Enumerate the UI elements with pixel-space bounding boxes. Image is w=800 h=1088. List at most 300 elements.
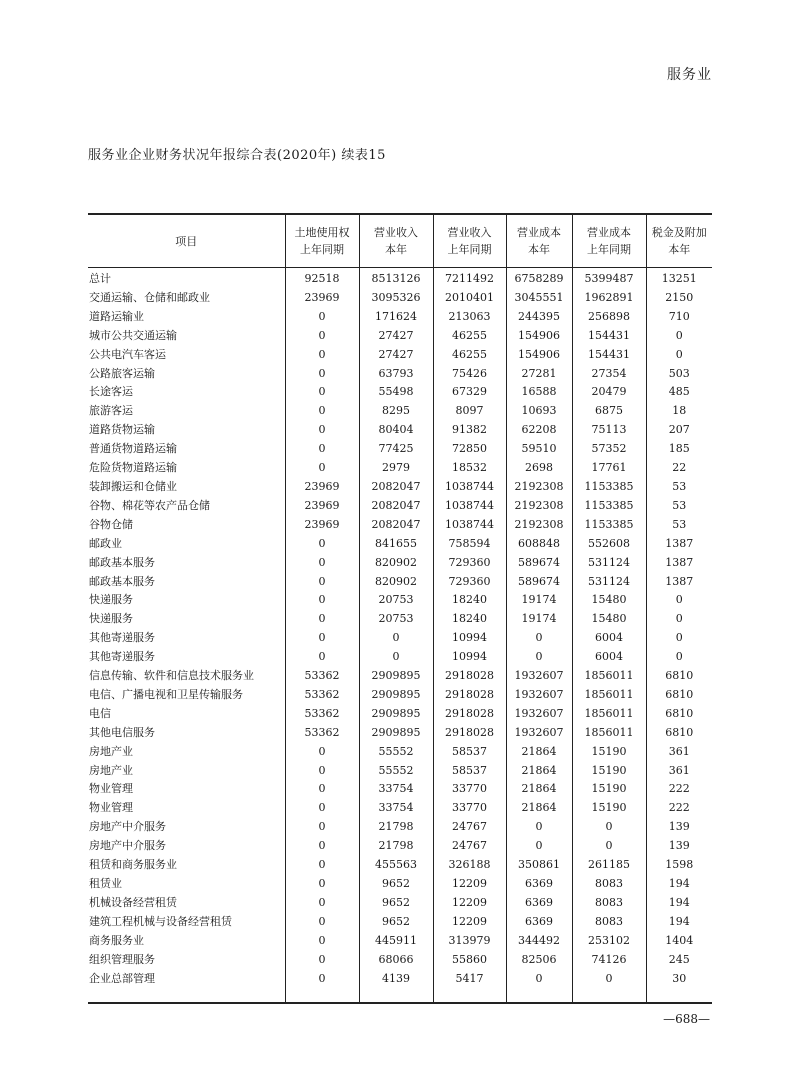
table-cell: 22	[646, 459, 712, 478]
table-cell: 2979	[359, 459, 433, 478]
table-cell: 10994	[433, 648, 506, 667]
table-cell: 2918028	[433, 686, 506, 705]
column-header	[506, 215, 572, 268]
table-cell: 58537	[433, 743, 506, 762]
table-cell: 0	[285, 762, 359, 781]
table-cell: 15480	[572, 591, 646, 610]
row-label: 企业总部管理	[89, 971, 155, 985]
table-cell: 0	[506, 629, 572, 648]
table-cell: 261185	[572, 856, 646, 875]
table-cell: 0	[285, 837, 359, 856]
table-cell: 20753	[359, 591, 433, 610]
table-cell: 1153385	[572, 516, 646, 535]
table-cell: 0	[285, 573, 359, 592]
row-label: 邮政业	[89, 536, 122, 550]
table-cell: 1932607	[506, 667, 572, 686]
table-cell: 23969	[285, 497, 359, 516]
table-cell: 6004	[572, 629, 646, 648]
table-cell: 207	[646, 421, 712, 440]
table-cell: 8295	[359, 402, 433, 421]
table-header	[88, 215, 712, 268]
table-row	[88, 780, 712, 799]
table-cell: 46255	[433, 327, 506, 346]
table-cell: 92518	[285, 268, 359, 289]
column-header-line2: 上年同期	[300, 243, 344, 256]
table-row	[88, 894, 712, 913]
table-cell: 27354	[572, 365, 646, 384]
row-label: 房地产业	[89, 744, 133, 758]
table-cell: 18240	[433, 591, 506, 610]
table-row	[88, 629, 712, 648]
table-cell: 77425	[359, 440, 433, 459]
table-cell: 6810	[646, 686, 712, 705]
table-cell: 245	[646, 951, 712, 970]
table-row	[88, 497, 712, 516]
table-row	[88, 913, 712, 932]
table-cell: 0	[285, 875, 359, 894]
row-label: 普通货物道路运输	[89, 442, 177, 456]
table-cell: 0	[285, 346, 359, 365]
row-label: 房地产中介服务	[89, 820, 166, 834]
table-row	[88, 724, 712, 743]
table-cell: 841655	[359, 535, 433, 554]
table-cell: 55860	[433, 951, 506, 970]
table-row	[88, 554, 712, 573]
table-cell: 15480	[572, 610, 646, 629]
table-cell: 55552	[359, 762, 433, 781]
table-cell: 1856011	[572, 667, 646, 686]
table-row	[88, 478, 712, 497]
section-title: 服务业	[667, 67, 712, 83]
table-cell: 82506	[506, 951, 572, 970]
table-cell: 68066	[359, 951, 433, 970]
table-cell: 59510	[506, 440, 572, 459]
table-cell: 2010401	[433, 289, 506, 308]
table-cell: 8083	[572, 894, 646, 913]
table-cell: 3095326	[359, 289, 433, 308]
table-cell: 820902	[359, 554, 433, 573]
table-cell: 361	[646, 743, 712, 762]
table-row	[88, 856, 712, 875]
table-caption: 服务业企业财务状况年报综合表(2020年) 续表15	[88, 148, 386, 163]
table-cell: 2918028	[433, 705, 506, 724]
table-cell: 17761	[572, 459, 646, 478]
table-cell: 2918028	[433, 667, 506, 686]
table-cell: 2192308	[506, 516, 572, 535]
table-cell: 19174	[506, 591, 572, 610]
row-label: 快递服务	[89, 593, 133, 607]
table-cell: 0	[285, 951, 359, 970]
table-cell: 0	[285, 327, 359, 346]
table-cell: 12209	[433, 875, 506, 894]
table-cell: 0	[646, 629, 712, 648]
table-cell: 0	[506, 970, 572, 1003]
row-label: 建筑工程机械与设备经营租赁	[89, 914, 232, 928]
table-row	[88, 743, 712, 762]
table-cell: 0	[285, 535, 359, 554]
row-label: 物业管理	[89, 801, 133, 815]
table-cell: 15190	[572, 780, 646, 799]
table-cell: 27427	[359, 346, 433, 365]
column-header-line1: 税金及附加	[651, 226, 707, 239]
table-cell: 20753	[359, 610, 433, 629]
table-cell: 244395	[506, 308, 572, 327]
row-label: 其他电信服务	[89, 725, 155, 739]
row-label: 租赁业	[89, 877, 122, 890]
table-cell: 2082047	[359, 516, 433, 535]
table-cell: 531124	[572, 554, 646, 573]
table-cell: 20479	[572, 383, 646, 402]
table-cell: 0	[285, 648, 359, 667]
table-cell: 1932607	[506, 724, 572, 743]
table-cell: 1962891	[572, 289, 646, 308]
table-cell: 256898	[572, 308, 646, 327]
table-cell: 18532	[433, 459, 506, 478]
table-cell: 6810	[646, 705, 712, 724]
row-label: 物业管理	[89, 782, 133, 796]
table-cell: 0	[285, 913, 359, 932]
table-cell: 15190	[572, 743, 646, 762]
column-header-line2: 本年	[528, 243, 550, 256]
row-label: 机械设备经营租赁	[89, 895, 177, 909]
row-label: 旅游客运	[89, 404, 133, 418]
row-label: 其他寄递服务	[89, 631, 155, 645]
table-row	[88, 591, 712, 610]
table-cell: 58537	[433, 762, 506, 781]
table-cell: 6810	[646, 724, 712, 743]
table-cell: 0	[506, 648, 572, 667]
row-label: 谷物仓储	[89, 517, 133, 531]
table-row	[88, 705, 712, 724]
table-cell: 23969	[285, 478, 359, 497]
table-cell: 1932607	[506, 686, 572, 705]
column-header	[88, 215, 285, 268]
table-cell: 0	[285, 421, 359, 440]
table-cell: 33754	[359, 799, 433, 818]
table-cell: 0	[285, 743, 359, 762]
row-label: 城市公共交通运输	[89, 328, 177, 342]
table-cell: 7211492	[433, 268, 506, 289]
table-row	[88, 308, 712, 327]
table-cell: 729360	[433, 573, 506, 592]
table-cell: 9652	[359, 875, 433, 894]
table-cell: 15190	[572, 799, 646, 818]
table-cell: 53	[646, 497, 712, 516]
table-cell: 0	[285, 799, 359, 818]
column-header	[572, 215, 646, 268]
table-cell: 589674	[506, 573, 572, 592]
table-row	[88, 951, 712, 970]
table-cell: 313979	[433, 932, 506, 951]
table-cell: 10693	[506, 402, 572, 421]
table-cell: 91382	[433, 421, 506, 440]
table-cell: 361	[646, 762, 712, 781]
table-cell: 1038744	[433, 497, 506, 516]
table-cell: 154431	[572, 346, 646, 365]
column-header-line1: 营业成本	[517, 226, 561, 239]
row-label: 交通运输、仓储和邮政业	[89, 290, 210, 304]
row-label: 房地产业	[89, 763, 133, 777]
table-row	[88, 346, 712, 365]
table-cell: 2909895	[359, 667, 433, 686]
table-cell: 33770	[433, 799, 506, 818]
table-row	[88, 837, 712, 856]
table-cell: 53	[646, 478, 712, 497]
column-header-line1: 营业成本	[587, 226, 631, 239]
table-cell: 55498	[359, 383, 433, 402]
table-cell: 12209	[433, 894, 506, 913]
table-cell: 326188	[433, 856, 506, 875]
column-header-line2: 上年同期	[587, 243, 631, 256]
table-row	[88, 459, 712, 478]
row-label: 道路运输业	[89, 309, 144, 323]
table-cell: 24767	[433, 837, 506, 856]
row-label: 邮政基本服务	[89, 574, 155, 588]
row-label: 电信	[89, 706, 111, 720]
table-row	[88, 970, 712, 1003]
column-header-line2: 本年	[668, 243, 691, 256]
table-cell: 139	[646, 837, 712, 856]
table-cell: 0	[285, 856, 359, 875]
table-cell: 0	[285, 970, 359, 1003]
table-cell: 33770	[433, 780, 506, 799]
table-cell: 171624	[359, 308, 433, 327]
table-cell: 9652	[359, 913, 433, 932]
table-cell: 72850	[433, 440, 506, 459]
table-cell: 2082047	[359, 497, 433, 516]
table-row	[88, 875, 712, 894]
table-cell: 194	[646, 875, 712, 894]
table-cell: 758594	[433, 535, 506, 554]
table-cell: 2918028	[433, 724, 506, 743]
table-cell: 27427	[359, 327, 433, 346]
table-cell: 608848	[506, 535, 572, 554]
row-label: 装卸搬运和仓储业	[89, 479, 177, 493]
table-cell: 485	[646, 383, 712, 402]
row-label: 公共电汽车客运	[89, 347, 166, 361]
table-row	[88, 610, 712, 629]
table-cell: 1038744	[433, 478, 506, 497]
table-row	[88, 516, 712, 535]
table-cell: 3045551	[506, 289, 572, 308]
table-cell: 0	[285, 440, 359, 459]
table-cell: 0	[285, 780, 359, 799]
table-cell: 589674	[506, 554, 572, 573]
table-cell: 0	[506, 818, 572, 837]
row-label: 组织管理服务	[89, 952, 155, 966]
financial-table	[88, 213, 712, 1004]
table-cell: 74126	[572, 951, 646, 970]
table-cell: 9652	[359, 894, 433, 913]
table-cell: 67329	[433, 383, 506, 402]
table-cell: 0	[285, 610, 359, 629]
table-cell: 23969	[285, 516, 359, 535]
table-row	[88, 799, 712, 818]
table-cell: 0	[646, 591, 712, 610]
table-cell: 0	[285, 308, 359, 327]
row-label: 总计	[89, 272, 111, 285]
table-row	[88, 289, 712, 308]
table-cell: 253102	[572, 932, 646, 951]
table-cell: 63793	[359, 365, 433, 384]
table-cell: 0	[572, 970, 646, 1003]
table-row	[88, 932, 712, 951]
table-cell: 46255	[433, 346, 506, 365]
row-label: 邮政基本服务	[89, 555, 155, 569]
table-cell: 0	[646, 346, 712, 365]
table-cell: 18240	[433, 610, 506, 629]
table-cell: 33754	[359, 780, 433, 799]
row-label: 危险货物道路运输	[89, 461, 177, 475]
table-cell: 0	[506, 837, 572, 856]
table-cell: 0	[359, 629, 433, 648]
table-cell: 2192308	[506, 478, 572, 497]
row-label: 房地产中介服务	[89, 839, 166, 853]
table-cell: 1387	[646, 554, 712, 573]
column-header-line1: 土地使用权	[294, 226, 350, 239]
table-cell: 0	[572, 837, 646, 856]
table-cell: 1598	[646, 856, 712, 875]
table-cell: 154906	[506, 327, 572, 346]
table-cell: 531124	[572, 573, 646, 592]
table-cell: 350861	[506, 856, 572, 875]
table-cell: 10994	[433, 629, 506, 648]
table-cell: 194	[646, 913, 712, 932]
table-cell: 18	[646, 402, 712, 421]
table-cell: 1153385	[572, 478, 646, 497]
table-cell: 139	[646, 818, 712, 837]
table-cell: 6004	[572, 648, 646, 667]
table-cell: 15190	[572, 762, 646, 781]
table-cell: 2909895	[359, 724, 433, 743]
table-cell: 222	[646, 780, 712, 799]
table-cell: 53362	[285, 667, 359, 686]
table-cell: 1404	[646, 932, 712, 951]
table-cell: 194	[646, 894, 712, 913]
table-cell: 2082047	[359, 478, 433, 497]
table-cell: 21864	[506, 743, 572, 762]
table-cell: 19174	[506, 610, 572, 629]
table-cell: 2192308	[506, 497, 572, 516]
table-cell: 53362	[285, 686, 359, 705]
table-cell: 53	[646, 516, 712, 535]
table-cell: 1038744	[433, 516, 506, 535]
table-row	[88, 535, 712, 554]
row-label: 商务服务业	[89, 933, 144, 947]
table-cell: 57352	[572, 440, 646, 459]
table-cell: 1387	[646, 573, 712, 592]
row-label: 租赁和商务服务业	[89, 858, 177, 872]
table-cell: 6758289	[506, 268, 572, 289]
table-row	[88, 440, 712, 459]
table-cell: 455563	[359, 856, 433, 875]
column-header	[433, 215, 506, 268]
table-row	[88, 667, 712, 686]
table-cell: 552608	[572, 535, 646, 554]
table-cell: 2150	[646, 289, 712, 308]
table-row	[88, 648, 712, 667]
table-cell: 0	[646, 327, 712, 346]
table-cell: 0	[285, 402, 359, 421]
column-header	[359, 215, 433, 268]
table-cell: 5399487	[572, 268, 646, 289]
page-number: —688—	[663, 1012, 710, 1026]
table-cell: 21864	[506, 762, 572, 781]
table-cell: 1856011	[572, 686, 646, 705]
table-cell: 12209	[433, 913, 506, 932]
table-cell: 0	[285, 365, 359, 384]
table-row	[88, 818, 712, 837]
table-cell: 0	[285, 554, 359, 573]
table-cell: 6369	[506, 875, 572, 894]
table-cell: 0	[572, 818, 646, 837]
table-cell: 185	[646, 440, 712, 459]
table-cell: 16588	[506, 383, 572, 402]
column-header-line1: 项目	[175, 234, 198, 248]
table-cell: 710	[646, 308, 712, 327]
table-cell: 222	[646, 799, 712, 818]
table-cell: 21798	[359, 818, 433, 837]
column-header-line1: 营业收入	[447, 226, 492, 239]
table-cell: 2909895	[359, 705, 433, 724]
row-label: 谷物、棉花等农产品仓储	[89, 498, 210, 512]
table-cell: 53362	[285, 724, 359, 743]
table-cell: 0	[285, 629, 359, 648]
table-cell: 820902	[359, 573, 433, 592]
table-cell: 1932607	[506, 705, 572, 724]
table-cell: 1153385	[572, 497, 646, 516]
table-row	[88, 762, 712, 781]
table-cell: 1856011	[572, 705, 646, 724]
row-label: 道路货物运输	[89, 423, 155, 437]
table-cell: 75113	[572, 421, 646, 440]
table-cell: 1856011	[572, 724, 646, 743]
table-row	[88, 327, 712, 346]
table-cell: 8083	[572, 913, 646, 932]
table-cell: 344492	[506, 932, 572, 951]
table-cell: 0	[285, 932, 359, 951]
table-cell: 0	[285, 818, 359, 837]
table-cell: 21864	[506, 780, 572, 799]
table-cell: 5417	[433, 970, 506, 1003]
table-body	[88, 268, 712, 1003]
table-row	[88, 421, 712, 440]
row-label: 信息传输、软件和信息技术服务业	[89, 669, 254, 683]
table-row	[88, 268, 712, 289]
table-row	[88, 383, 712, 402]
table-cell: 53362	[285, 705, 359, 724]
table-cell: 6875	[572, 402, 646, 421]
row-label: 公路旅客运输	[89, 366, 155, 380]
table-cell: 0	[285, 591, 359, 610]
table-cell: 0	[359, 648, 433, 667]
table-row	[88, 402, 712, 421]
table-cell: 0	[646, 648, 712, 667]
column-header	[285, 215, 359, 268]
table-cell: 23969	[285, 289, 359, 308]
table-cell: 8513126	[359, 268, 433, 289]
row-label: 长途客运	[89, 385, 133, 399]
table-cell: 0	[285, 383, 359, 402]
table-cell: 27281	[506, 365, 572, 384]
table-cell: 0	[285, 459, 359, 478]
table-cell: 154431	[572, 327, 646, 346]
column-header	[646, 215, 712, 268]
column-header-line2: 上年同期	[447, 243, 492, 256]
table-cell: 6810	[646, 667, 712, 686]
row-label: 快递服务	[89, 612, 133, 626]
table-cell: 445911	[359, 932, 433, 951]
